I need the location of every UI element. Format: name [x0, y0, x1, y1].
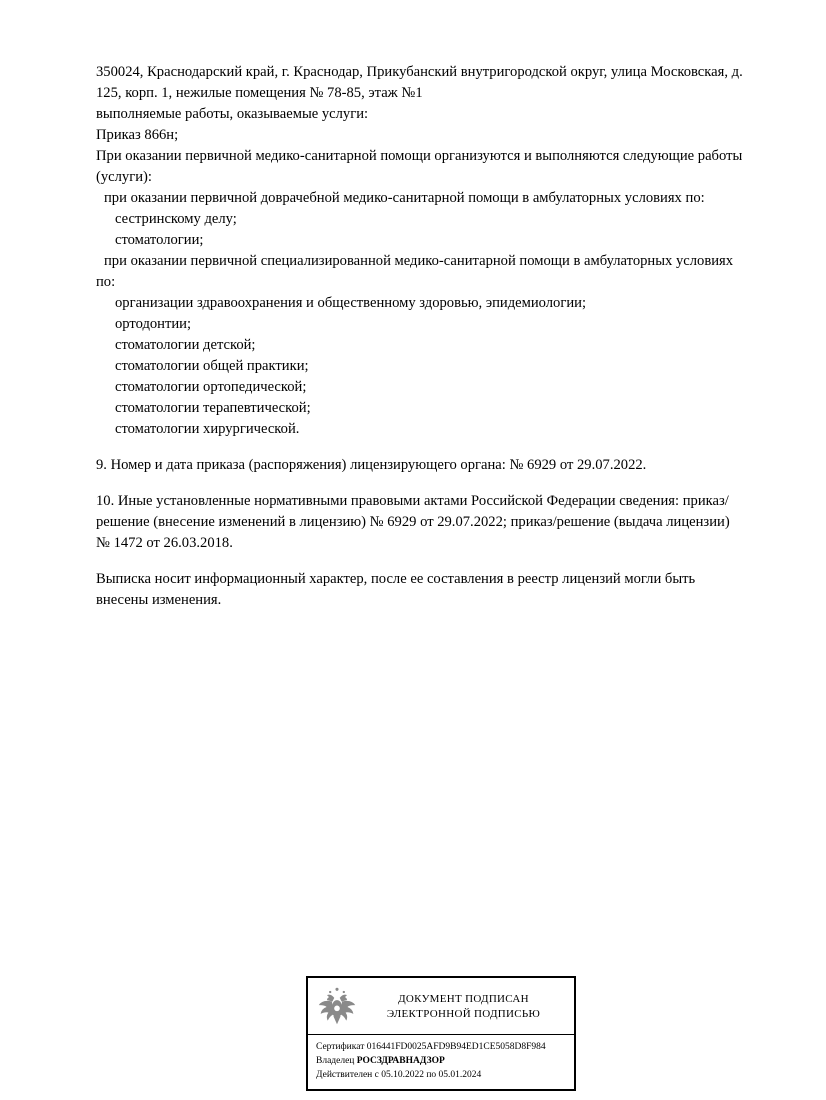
list-item-orthodontics: ортодонтии; — [115, 316, 192, 332]
certificate-line — [316, 1040, 566, 1054]
list-item-general-practice-dentistry: стоматологии общей практики; — [115, 358, 309, 374]
certificate-value: 016441FD0025AFD9B94ED1CE5058D8F984 — [366, 1042, 546, 1052]
list-item-nursing: сестринскому делу; — [115, 211, 237, 227]
signature-title-line2: ЭЛЕКТРОННОЙ ПОДПИСЬЮ — [386, 1008, 541, 1020]
list-item-therapeutic-dentistry: стоматологии терапевтической; — [115, 400, 311, 416]
address-paragraph: 350024, Краснодарский край, г. Краснодар, Прикубанский внутригородской округ, улица Московская, д. 125, корп. 1, нежилые помещения № 78-85, этаж №1 — [96, 64, 743, 101]
works-services-heading: выполняемые работы, оказываемые услуги: — [96, 106, 369, 122]
specialized-care-line: при оказании первичной специализированной медико-санитарной помощи в амбулаторных условиях по: — [96, 253, 734, 290]
certificate-label: Сертификат — [316, 1042, 365, 1052]
disclaimer-paragraph: Выписка носит информационный характер, после ее составления в реестр лицензий могли быть внесены изменения. — [96, 571, 696, 608]
owner-label: Владелец — [316, 1056, 355, 1066]
owner-value: РОСЗДРАВНАДЗОР — [356, 1056, 445, 1066]
owner-line — [316, 1054, 566, 1068]
list-item-surgical-dentistry: стоматологии хирургической. — [115, 421, 300, 437]
list-item-pediatric-dentistry: стоматологии детской; — [115, 337, 256, 353]
validity-line: Действителен с 05.10.2022 по 05.01.2024 — [316, 1070, 482, 1080]
signature-title-line1: ДОКУМЕНТ ПОДПИСАН — [398, 993, 529, 1005]
signature-title — [363, 992, 564, 1022]
pre-doctor-care-line: при оказании первичной доврачебной медико-санитарной помощи в амбулаторных условиях по: — [104, 190, 705, 206]
item-9-order-number: 9. Номер и дата приказа (распоряжения) лицензирующего органа: № 6929 от 29.07.2022. — [96, 457, 647, 473]
coat-of-arms-icon — [317, 985, 357, 1029]
signature-stamp — [306, 976, 576, 1091]
document-body — [96, 62, 744, 611]
list-item-orthopedic-dentistry: стоматологии ортопедической; — [115, 379, 307, 395]
signature-details — [308, 1035, 574, 1089]
list-item-health-org: организации здравоохранения и общественному здоровью, эпидемиологии; — [115, 295, 587, 311]
signature-stamp-header — [308, 978, 574, 1034]
primary-care-intro: При оказании первичной медико-санитарной помощи организуются и выполняются следующие работы (услуги): — [96, 148, 743, 185]
item-10-other-info: 10. Иные установленные нормативными правовыми актами Российской Федерации сведения: приказ/решение (внесение изменений в лицензию) № 6929 от 29.07.2022; приказ/решение (выдача лицензии) № 1472 от 26.03.2018. — [96, 493, 730, 551]
list-item-stomatology: стоматологии; — [115, 232, 204, 248]
order-866n-line: Приказ 866н; — [96, 127, 179, 143]
